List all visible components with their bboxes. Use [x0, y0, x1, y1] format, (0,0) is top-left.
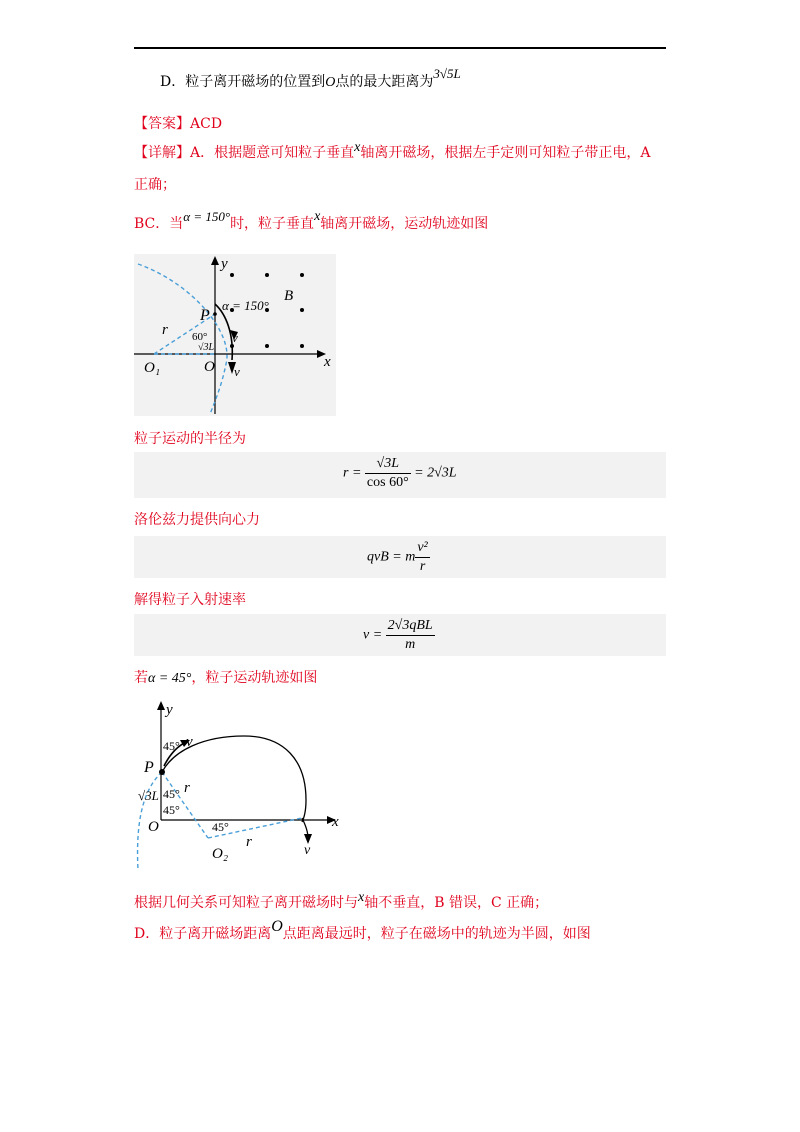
option-d-text: D．粒子离开磁场的位置到	[160, 74, 326, 90]
d-var-o: O	[271, 918, 283, 935]
explanation-a-var-x: x	[354, 140, 361, 155]
fig2-label-v-top: v	[186, 734, 193, 750]
fig2-label-y: y	[166, 702, 173, 718]
fig2-label-p: P	[144, 759, 154, 776]
fig2-label-r-left: r	[184, 780, 190, 796]
radius-den: cos 60°	[366, 475, 409, 490]
fig1-label-seg: √3L	[198, 342, 215, 353]
case45-prefix: 若	[134, 670, 148, 686]
fig2-label-r-bottom: r	[246, 834, 252, 850]
explanation-tag: 【详解】	[134, 145, 190, 161]
radius-label: 粒子运动的半径为	[134, 431, 246, 447]
figure-2	[134, 700, 354, 872]
option-d-var-o: O	[325, 75, 336, 90]
option-d-value: 3√5L	[433, 66, 461, 81]
conclusion-var-x: x	[358, 890, 365, 905]
d-part2: 点距离最远时，粒子在磁场中的轨迹为半圆，如图	[282, 926, 591, 942]
case45-suffix: ，粒子运动轨迹如图	[191, 670, 318, 686]
radius-equation	[343, 455, 457, 492]
conclusion-part2: 轴不垂直，B 错误，C 正确；	[364, 895, 549, 911]
explanation-a-line1	[134, 140, 651, 164]
explanation-bc-var-x: x	[314, 209, 321, 224]
fig2-label-seg: √3L	[138, 788, 159, 803]
conclusion-line	[134, 890, 549, 914]
explanation-bc-suffix: 轴离开磁场，运动轨迹如图	[320, 216, 489, 232]
answer-tag: 【答案】	[134, 116, 190, 132]
radius-rhs: = 2√3L	[414, 465, 457, 481]
explanation-a-part1: A．根据题意可知粒子垂直	[190, 145, 355, 161]
case45-alpha: α = 45°	[148, 671, 192, 686]
explanation-bc-alpha: α = 150°	[183, 209, 231, 224]
fig2-label-o: O	[148, 819, 159, 835]
fig2-label-angle-o2: 45°	[212, 820, 229, 834]
option-d-line	[160, 66, 461, 93]
explanation-bc-mid: 时，粒子垂直	[230, 216, 315, 232]
speed-equation	[363, 617, 435, 654]
speed-label: 解得粒子入射速率	[134, 592, 246, 608]
conclusion-part1: 根据几何关系可知粒子离开磁场时与	[134, 895, 358, 911]
speed-num: 2√3qBL	[386, 617, 435, 636]
fig1-label-v-top: v	[232, 330, 238, 345]
case45-line	[134, 668, 317, 689]
fig2-label-angle-mid: 45°	[163, 787, 180, 801]
explanation-bc-prefix: BC．当	[134, 216, 184, 232]
speed-lhs: v =	[363, 627, 383, 643]
lorentz-den: r	[419, 559, 426, 574]
fig1-label-o: O	[204, 359, 215, 375]
fig1-label-y: y	[221, 256, 228, 272]
fig1-label-x: x	[324, 354, 331, 370]
fig2-label-v-exit: v	[304, 843, 311, 858]
radius-num: √3L	[365, 455, 411, 474]
fig1-label-p: P	[200, 307, 210, 324]
fig2-label-x: x	[332, 814, 339, 830]
fig1-label-o1: O₁	[144, 360, 161, 376]
fig1-label-v-bottom: v	[234, 364, 240, 379]
answer-line	[134, 114, 222, 134]
fig1-label-angle: 60°	[192, 331, 208, 343]
d-part1: D．粒子离开磁场距离	[134, 926, 272, 942]
fig2-label-angle-top: 45°	[163, 739, 180, 753]
explanation-a-line2: 正确；	[134, 177, 176, 193]
fig2-label-angle-low: 45°	[163, 803, 180, 817]
fig1-label-r: r	[162, 322, 168, 338]
fig2-label-o2: O₂	[212, 846, 229, 862]
lorentz-equation	[367, 539, 430, 576]
lorentz-num: v²	[415, 539, 429, 558]
radius-lhs: r =	[343, 465, 362, 481]
explanation-bc-line	[134, 209, 489, 235]
answer-value: ACD	[190, 116, 223, 132]
lorentz-lhs: qvB = m	[367, 549, 416, 565]
figure-1	[134, 254, 336, 416]
option-d-text2: 点的最大距离为	[335, 74, 434, 90]
explanation-a-part2: 轴离开磁场，根据左手定则可知粒子带正电，A	[360, 145, 651, 161]
d-explanation-line	[134, 918, 591, 944]
fig1-label-alpha: α = 150°	[222, 298, 269, 313]
speed-den: m	[405, 637, 416, 652]
lorentz-label: 洛伦兹力提供向心力	[134, 512, 260, 528]
fig1-label-b: B	[284, 288, 294, 304]
header-rule	[134, 47, 666, 49]
